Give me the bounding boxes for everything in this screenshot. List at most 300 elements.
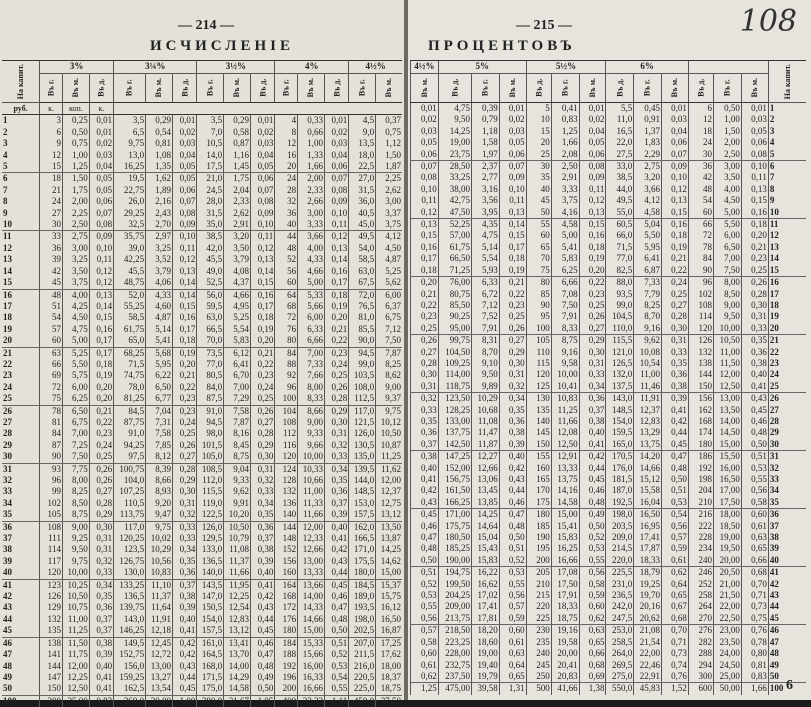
value-cell: 2,00 — [714, 137, 742, 148]
value-cell: 0,40 — [324, 521, 348, 533]
sub-header: Въ г. — [471, 74, 499, 103]
capital-cell: 45 — [2, 625, 40, 637]
value-cell: 276 — [688, 625, 713, 637]
value-cell: 11,91 — [146, 614, 173, 625]
value-cell: 152 — [275, 544, 298, 555]
value-cell: 0,44 — [324, 567, 348, 579]
value-cell: 27 — [40, 208, 63, 219]
value-cell: 12,37 — [634, 405, 662, 416]
value-cell: 22,75 — [114, 185, 146, 196]
value-cell: 1,52 — [662, 683, 689, 695]
value-cell: 0,38 — [741, 358, 768, 369]
value-cell: 4,66 — [298, 266, 325, 277]
value-cell: 0,17 — [89, 347, 113, 359]
capital-cell: 12 — [3, 242, 12, 253]
capital-cell: 15 — [2, 277, 40, 289]
value-cell: 0,15 — [741, 195, 768, 206]
value-cell: 0,24 — [173, 417, 197, 428]
value-cell: 7,29 — [224, 393, 251, 405]
value-cell: 6,22 — [146, 370, 173, 381]
value-cell: 0,07 — [411, 161, 439, 173]
value-cell: 144 — [275, 521, 298, 533]
value-cell: 3 — [40, 115, 63, 127]
value-cell: 0,02 — [251, 127, 275, 138]
capital-cell: 49 — [3, 671, 12, 682]
value-cell: 130,0 — [114, 567, 146, 579]
value-cell: 0,38 — [579, 416, 606, 427]
value-cell: 67,5 — [349, 277, 376, 289]
value-cell: 0,15 — [411, 230, 439, 241]
capital-cell: 45 — [768, 613, 806, 625]
value-cell: 209,00 — [438, 601, 471, 612]
capital-cell: 8 — [768, 184, 806, 195]
value-cell: 0,58 — [741, 497, 768, 509]
value-cell: 39,58 — [471, 683, 499, 695]
table-row — [2, 544, 402, 555]
value-cell: 14,33 — [298, 602, 325, 613]
capital-cell: 37 — [768, 521, 806, 532]
capital-cell: 29 — [3, 439, 12, 450]
capital-cell: 48 — [3, 660, 12, 671]
value-cell: 121,5 — [349, 417, 376, 428]
value-cell: 81,0 — [349, 312, 376, 323]
value-cell: 192 — [688, 463, 713, 474]
value-cell: 6,33 — [298, 324, 325, 335]
value-cell: 13,0 — [114, 150, 146, 161]
capital-cell: 29 — [768, 427, 806, 438]
value-cell: 9,75 — [146, 521, 173, 533]
capital-cell: 27 — [3, 416, 12, 427]
value-cell: 19,00 — [471, 648, 499, 659]
capital-cell: 37 — [3, 533, 12, 544]
value-cell: 0,08 — [579, 161, 606, 173]
value-cell: 8,93 — [146, 486, 173, 497]
value-cell: 220 — [526, 601, 551, 612]
value-cell: 14,00 — [298, 591, 325, 602]
value-cell: 104,50 — [438, 347, 471, 358]
value-cell: 0,29 — [579, 335, 606, 347]
value-cell: 5,50 — [714, 219, 742, 231]
value-cell: 149,5 — [114, 637, 146, 649]
value-cell: 0,20 — [741, 230, 768, 241]
value-cell: 300 — [688, 671, 713, 683]
value-cell: 112,5 — [349, 393, 376, 405]
table-row — [2, 498, 402, 509]
value-cell: 15,04 — [471, 532, 499, 543]
value-cell: 0,39 — [662, 393, 689, 405]
value-cell: 10,50 — [224, 521, 251, 533]
table-row — [2, 289, 402, 301]
capital-cell: 9 — [768, 195, 806, 206]
value-cell: 0,38 — [173, 591, 197, 602]
value-cell: 0,26 — [579, 311, 606, 322]
value-cell: 0,73 — [662, 648, 689, 659]
capital-cell: 7 — [768, 172, 806, 183]
rate-header: 5% — [438, 61, 526, 74]
value-cell: 5,04 — [634, 219, 662, 231]
value-cell: 0,81 — [741, 660, 768, 671]
table-row — [411, 393, 807, 405]
value-cell: 47,50 — [438, 207, 471, 219]
value-cell: 9,16 — [551, 347, 579, 358]
value-cell: 0,01 — [324, 115, 348, 127]
value-cell: 18,00 — [376, 661, 402, 672]
value-cell: 6,77 — [146, 393, 173, 405]
value-cell: 162,5 — [114, 683, 146, 695]
value-cell: 32,5 — [114, 219, 146, 231]
value-cell: 0,25 — [499, 311, 526, 322]
capital-cell: 10 — [768, 207, 806, 219]
value-cell: 0,22 — [579, 277, 606, 289]
value-cell: 5,50 — [62, 359, 89, 370]
value-cell: 0,43 — [411, 497, 439, 509]
value-cell: 10,83 — [551, 393, 579, 405]
value-cell: 4,50 — [376, 243, 402, 254]
value-cell: 0,19 — [579, 253, 606, 264]
value-cell: 13,33 — [551, 463, 579, 474]
value-cell: 0,23 — [411, 311, 439, 322]
value-cell: 0,80 — [741, 648, 768, 659]
value-cell: 155 — [526, 451, 551, 463]
value-cell: 91,0 — [114, 428, 146, 439]
value-cell: 2,00 — [62, 196, 89, 207]
value-cell: 114,00 — [438, 369, 471, 380]
value-cell: 82,5 — [606, 265, 634, 277]
value-cell: 95,00 — [438, 323, 471, 335]
value-cell: 7,00 — [62, 428, 89, 439]
table-row — [2, 428, 402, 439]
value-cell: 48,75 — [114, 277, 146, 289]
value-cell: 0,26 — [499, 323, 526, 335]
value-cell: 11,00 — [62, 614, 89, 625]
value-cell: 71,5 — [606, 242, 634, 253]
value-cell: 126,5 — [606, 358, 634, 369]
value-cell: 10,75 — [62, 602, 89, 613]
value-cell: 0,34 — [89, 579, 113, 591]
value-cell: 0,53 — [499, 567, 526, 579]
value-cell: 0,09 — [89, 231, 113, 243]
table-row — [411, 485, 807, 496]
value-cell: 0,37 — [411, 439, 439, 451]
value-cell: 35,75 — [114, 231, 146, 243]
value-cell: 0,71 — [662, 637, 689, 648]
value-cell: 18,33 — [634, 555, 662, 567]
value-cell: 0,45 — [634, 103, 662, 115]
table-row — [2, 277, 402, 289]
value-cell: 168 — [688, 416, 713, 427]
value-cell: 0,66 — [298, 127, 325, 138]
value-cell: 0,42 — [662, 416, 689, 427]
value-cell: 77,0 — [197, 359, 224, 370]
value-cell: 94,25 — [114, 440, 146, 451]
value-cell: 4,75 — [62, 324, 89, 335]
value-cell: 2,08 — [551, 149, 579, 161]
value-cell: 0,23 — [251, 370, 275, 381]
value-cell: 4,50 — [714, 195, 742, 206]
value-cell: 450,0 — [349, 695, 376, 707]
value-cell: 75 — [40, 393, 63, 405]
value-cell: 11,33 — [298, 498, 325, 509]
table-row — [2, 649, 402, 660]
value-cell: 1,87 — [376, 161, 402, 173]
value-cell: 24,50 — [714, 660, 742, 671]
value-cell: 0,30 — [173, 486, 197, 497]
capital-cell: 30 — [2, 451, 40, 463]
table-row — [2, 695, 402, 707]
value-cell: 72 — [275, 312, 298, 323]
value-cell: 5,75 — [62, 370, 89, 381]
interest-table-right — [410, 60, 806, 695]
value-cell: 3,79 — [146, 266, 173, 277]
value-cell: 380,0 — [197, 695, 224, 707]
value-cell: 0,07 — [499, 161, 526, 173]
value-cell: 0,53 — [324, 661, 348, 672]
value-cell: 225 — [526, 613, 551, 625]
value-cell: 123,5 — [114, 544, 146, 555]
value-cell: 0,52 — [324, 649, 348, 660]
value-cell: 245 — [526, 660, 551, 671]
capital-cell: 44 — [3, 613, 12, 624]
table-row — [2, 254, 402, 265]
value-cell: 5,14 — [471, 242, 499, 253]
value-cell: 152,75 — [114, 649, 146, 660]
table-row — [411, 590, 807, 601]
value-cell: 185 — [526, 521, 551, 532]
value-cell: 1,12 — [376, 138, 402, 149]
value-cell: 4,66 — [224, 289, 251, 301]
value-cell: 228 — [688, 532, 713, 543]
value-cell: 4,5 — [349, 115, 376, 127]
value-cell: 0,46 — [579, 485, 606, 496]
capital-cell: 26 — [768, 393, 806, 405]
value-cell: 0,53 — [579, 543, 606, 554]
value-cell: 87 — [40, 440, 63, 451]
value-cell: 5,68 — [146, 347, 173, 359]
value-cell: 0,59 — [579, 590, 606, 601]
value-cell: 5,41 — [146, 335, 173, 347]
value-cell: 0,61 — [662, 555, 689, 567]
value-cell: 0,66 — [579, 648, 606, 659]
capital-cell: 19 — [3, 323, 12, 334]
value-cell: 0,05 — [173, 161, 197, 173]
value-cell: 0,20 — [411, 277, 439, 289]
sub-header: Въ г. — [551, 74, 579, 103]
value-cell: 500 — [526, 683, 551, 695]
value-cell: 15,66 — [298, 649, 325, 660]
value-cell: 0,60 — [741, 509, 768, 521]
value-cell: 5,62 — [376, 277, 402, 289]
table-row — [2, 347, 402, 359]
value-cell: 0,35 — [741, 335, 768, 347]
value-cell: 282 — [688, 637, 713, 648]
value-cell: 181,5 — [606, 474, 634, 485]
value-cell: 198,0 — [349, 614, 376, 625]
value-cell: 0,22 — [89, 417, 113, 428]
value-cell: 202,5 — [349, 625, 376, 637]
table-row — [2, 591, 402, 602]
value-cell: 0,14 — [499, 219, 526, 231]
value-cell: 166,5 — [349, 533, 376, 544]
value-cell: 0,44 — [251, 614, 275, 625]
value-cell: 0,04 — [89, 161, 113, 173]
value-cell: 100,75 — [114, 463, 146, 475]
value-cell: 2,91 — [224, 219, 251, 231]
value-cell: 0,76 — [741, 625, 768, 637]
value-cell: 4,50 — [62, 312, 89, 323]
capital-cell: 34 — [768, 485, 806, 496]
value-cell: 65,0 — [114, 335, 146, 347]
value-cell: 0,03 — [662, 114, 689, 125]
value-cell: 13,66 — [298, 579, 325, 591]
value-cell: 29,25 — [114, 208, 146, 219]
value-cell: 0,42 — [173, 637, 197, 649]
value-cell: 126,0 — [197, 521, 224, 533]
value-cell: 108,0 — [349, 382, 376, 393]
value-cell: 0,13 — [411, 219, 439, 231]
value-cell: 10,56 — [146, 556, 173, 567]
value-cell: 0,03 — [173, 138, 197, 149]
table-row — [411, 172, 807, 183]
value-cell: 16,50 — [714, 474, 742, 485]
value-cell: 12,33 — [298, 533, 325, 544]
value-cell: 7,52 — [471, 311, 499, 322]
value-cell: 11,25 — [551, 405, 579, 416]
value-cell: 92 — [275, 370, 298, 381]
value-cell: 0,30 — [579, 347, 606, 358]
value-cell: 184,5 — [349, 579, 376, 591]
value-cell: 0,60 — [411, 648, 439, 659]
value-cell: 0,11 — [741, 172, 768, 183]
value-cell: 87,5 — [197, 393, 224, 405]
value-cell: 0,05 — [499, 137, 526, 148]
value-cell: 0,15 — [499, 230, 526, 241]
value-cell: 55,25 — [114, 301, 146, 312]
value-cell: 139,5 — [349, 463, 376, 475]
value-cell: 0,40 — [411, 463, 439, 474]
value-cell: 2,37 — [471, 161, 499, 173]
value-cell: 0,02 — [89, 138, 113, 149]
value-cell: 0,04 — [662, 126, 689, 137]
value-cell: 128 — [275, 475, 298, 486]
table-row — [411, 648, 807, 659]
value-cell: 0,18 — [173, 335, 197, 347]
value-cell: 14,0 — [197, 150, 224, 161]
table-row — [411, 579, 807, 590]
capital-cell: 2 — [3, 126, 8, 137]
value-cell: 10,33 — [298, 463, 325, 475]
value-cell: 21,54 — [634, 637, 662, 648]
value-cell: 19,5 — [114, 173, 146, 185]
value-cell: 8 — [275, 127, 298, 138]
value-cell: 0,06 — [741, 137, 768, 148]
value-cell: 0,33 — [298, 115, 325, 127]
value-cell: 0,49 — [579, 509, 606, 521]
value-cell: 0,29 — [324, 405, 348, 417]
value-cell: 0,26 — [411, 335, 439, 347]
table-row — [411, 521, 807, 532]
value-cell: 216,0 — [349, 661, 376, 672]
value-cell: 23,50 — [714, 637, 742, 648]
capital-cell: 32 — [768, 463, 806, 474]
value-cell: 15,00 — [376, 567, 402, 579]
value-cell: 9,33 — [298, 428, 325, 439]
value-cell: 15,41 — [551, 521, 579, 532]
value-cell: 15,00 — [551, 509, 579, 521]
value-cell: 171,00 — [438, 509, 471, 521]
value-cell: 247,5 — [606, 613, 634, 625]
value-cell: 24 — [40, 196, 63, 207]
value-cell: 12,25 — [62, 672, 89, 683]
value-cell: 6,50 — [146, 382, 173, 393]
value-cell: 258,5 — [606, 637, 634, 648]
value-cell: 0,36 — [173, 567, 197, 579]
table-row — [411, 230, 807, 241]
value-cell: 0,47 — [251, 649, 275, 660]
value-cell: 235 — [526, 637, 551, 648]
value-cell: 99,0 — [349, 359, 376, 370]
value-cell: 45 — [40, 277, 63, 289]
value-cell: 0,50 — [62, 127, 89, 138]
table-row — [411, 265, 807, 277]
capital-cell: 7 — [3, 184, 8, 195]
value-cell: 0,64 — [662, 579, 689, 590]
value-cell: 3,37 — [376, 208, 402, 219]
value-cell: 132 — [688, 347, 713, 358]
value-cell: 7,75 — [62, 463, 89, 475]
value-cell: 218,50 — [438, 625, 471, 637]
value-cell: 0,31 — [324, 428, 348, 439]
value-cell: 5,25 — [62, 347, 89, 359]
value-cell: 17,00 — [714, 485, 742, 496]
value-cell: 0,07 — [324, 173, 348, 185]
table-row — [411, 543, 807, 554]
value-cell: 13,75 — [634, 439, 662, 451]
sub-header: Въ г. — [40, 74, 63, 103]
value-cell: 0,13 — [741, 184, 768, 195]
value-cell: 0,12 — [89, 266, 113, 277]
value-cell: 0,10 — [411, 184, 439, 195]
value-cell: 21 — [40, 185, 63, 196]
table-row — [2, 672, 402, 683]
value-cell: 45,5 — [197, 254, 224, 265]
value-cell: 17,02 — [471, 590, 499, 601]
value-cell: 1,33 — [298, 150, 325, 161]
value-cell: 5,95 — [146, 359, 173, 370]
value-cell: 150 — [526, 439, 551, 451]
capital-cell: 9 — [3, 207, 8, 218]
value-cell: 0,09 — [251, 208, 275, 219]
capital-cell: 41 — [3, 579, 12, 590]
value-cell: 45,5 — [114, 266, 146, 277]
value-cell: 159,25 — [114, 672, 146, 683]
value-cell: 0,41 — [89, 683, 113, 695]
value-cell: 0,29 — [146, 115, 173, 127]
value-cell: 137,5 — [606, 381, 634, 393]
table-row — [411, 439, 807, 451]
value-cell: 13,33 — [298, 567, 325, 579]
table-row — [411, 277, 807, 289]
table-row — [411, 242, 807, 253]
value-cell: 0,45 — [579, 474, 606, 485]
value-cell: 14,25 — [438, 126, 471, 137]
value-cell: 4,06 — [146, 277, 173, 289]
value-cell: 12,50 — [714, 381, 742, 393]
value-cell: 50,00 — [714, 683, 742, 695]
value-cell: 108,5 — [197, 463, 224, 475]
value-cell: 28,0 — [197, 196, 224, 207]
value-cell: 42,25 — [114, 254, 146, 265]
value-cell: 0,55 — [741, 474, 768, 485]
